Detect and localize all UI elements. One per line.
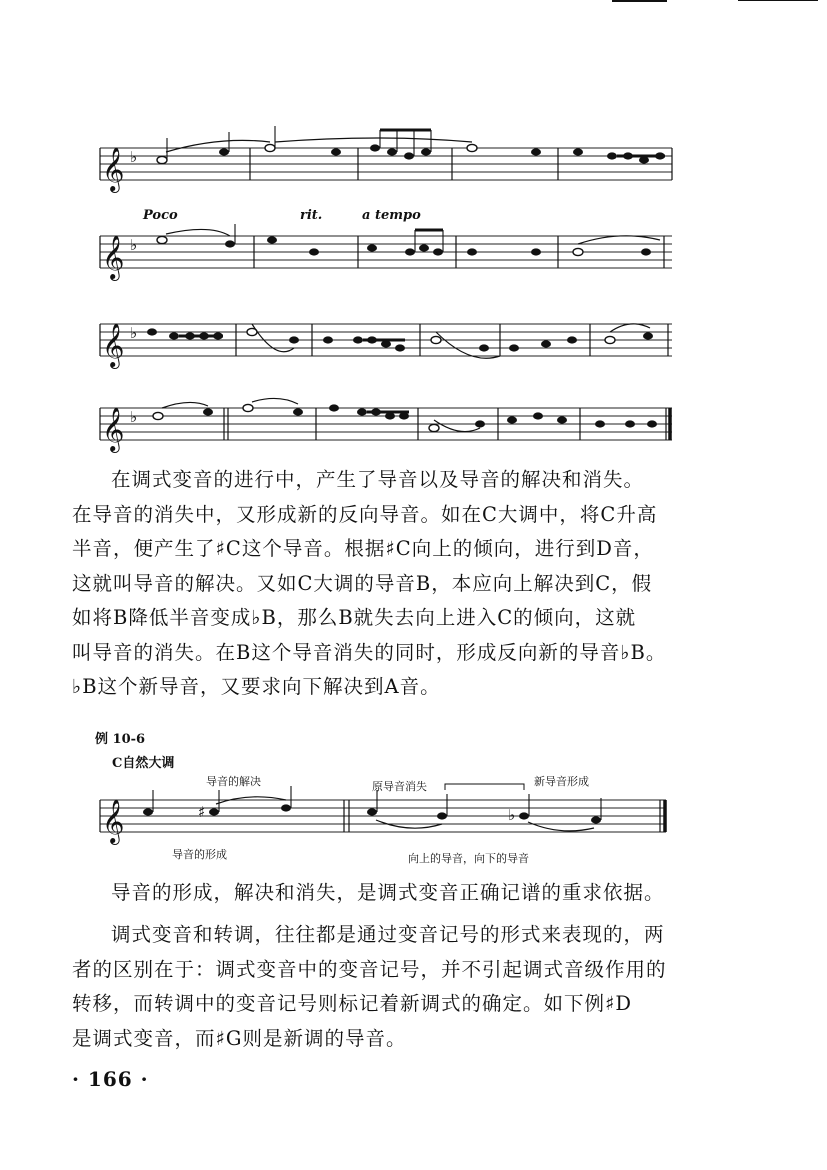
annotation-resolve: 导音的解决 <box>206 775 261 788</box>
text-line: 半音，便产生了♯C这个导音。根据♯C向上的倾向，进行到D音， <box>72 537 654 560</box>
text-line: ♭B这个新导音，又要求向下解决到A音。 <box>72 675 441 698</box>
staff-system-4 <box>100 398 680 458</box>
staff-system-2 <box>100 226 680 286</box>
paragraph-modulation <box>72 918 692 1056</box>
flat-icon: ♭ <box>130 408 138 426</box>
example-key: C自然大调 <box>112 756 175 771</box>
text-line: 叫导音的消失。在B这个导音消失的同时，形成反向新的导音♭B。 <box>72 640 667 664</box>
sharp-icon: ♯ <box>198 803 206 821</box>
text-line: 是调式变音，而♯G则是新调的导音。 <box>72 1026 407 1050</box>
treble-clef-icon: 𝄞 <box>102 799 125 843</box>
staff-system-3 <box>100 314 680 374</box>
flat-icon: ♭ <box>508 806 516 824</box>
top-rule-2 <box>738 0 818 1</box>
text-line: 者的区别在于：调式变音中的变音记号，并不引起调式音级作用的 <box>72 957 667 981</box>
annotation-new: 新导音形成 <box>534 775 589 788</box>
annotation-vanish: 原导音消失 <box>372 780 427 793</box>
paragraph-notation-basis <box>72 876 692 911</box>
text-line: 转移，而转调中的变音记号则标记着新调式的确定。如下例♯D <box>72 992 633 1015</box>
text-line: 调式变音和转调，往往都是通过变音记号的形式来表现的，两 <box>111 923 665 946</box>
page-number: · 166 · <box>72 1067 149 1091</box>
treble-clef-icon: 𝄞 <box>102 235 125 279</box>
text-line: 在调式变音的进行中，产生了导音以及导音的解决和消失。 <box>111 468 645 491</box>
top-rule-1 <box>612 0 667 2</box>
text-line: 这就叫导音的解决。又如C大调的导音B，本应向上解决到C，假 <box>72 571 653 595</box>
flat-icon: ♭ <box>130 148 138 166</box>
staff-system-1 <box>100 138 680 198</box>
flat-icon: ♭ <box>130 324 138 342</box>
flat-icon: ♭ <box>130 236 138 254</box>
text-line: 如将B降低半音变成♭B，那么B就失去向上进入C的倾向，这就 <box>72 606 637 629</box>
staff-example <box>100 790 680 850</box>
text-line: 导音的形成，解决和消失，是调式变音正确记谱的重求依据。 <box>111 881 665 904</box>
treble-clef-icon: 𝄞 <box>102 323 125 367</box>
paragraph-leading-tone <box>72 463 692 705</box>
treble-clef-icon: 𝄞 <box>102 147 125 191</box>
direction-rit: rit. <box>300 208 323 223</box>
direction-a-tempo: a tempo <box>362 208 421 223</box>
example-label: 例 10-6 <box>95 732 146 747</box>
annotation-direction: 向上的导音，向下的导音 <box>408 852 529 865</box>
direction-poco: Poco <box>143 208 178 223</box>
treble-clef-icon: 𝄞 <box>102 407 125 451</box>
annotation-form: 导音的形成 <box>172 848 227 861</box>
text-line: 在导音的消失中，又形成新的反向导音。如在C大调中，将C升高 <box>72 502 658 526</box>
